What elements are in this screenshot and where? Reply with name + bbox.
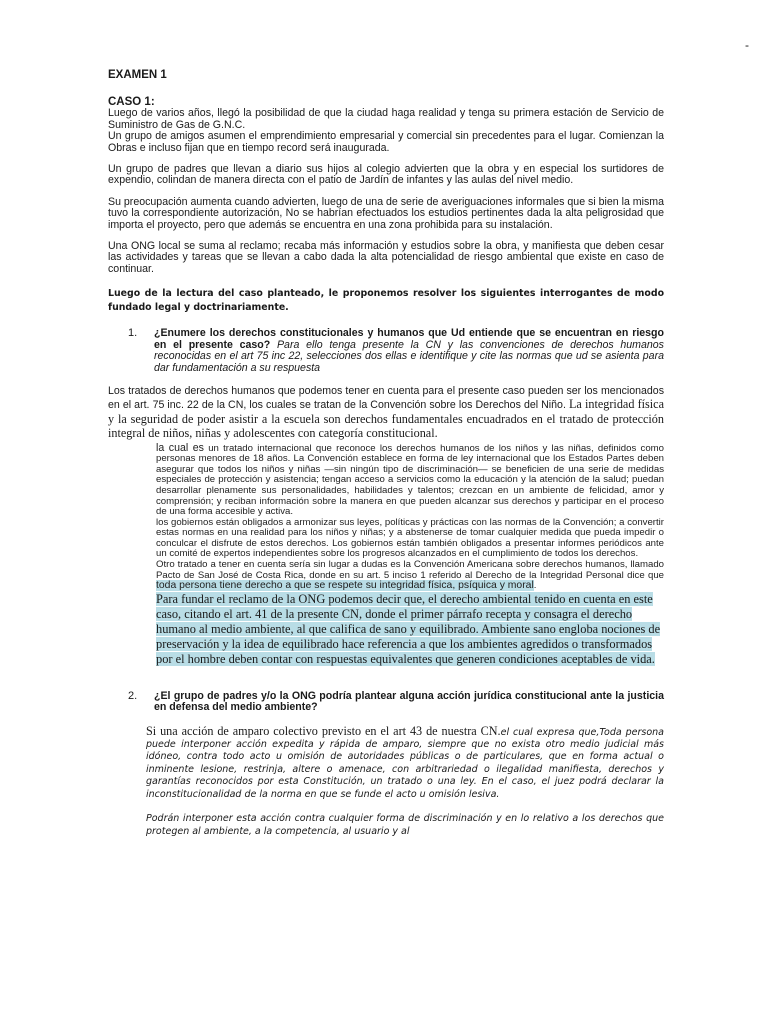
highlighted-integrity-quote: toda persona tiene derecho a que se respete su integridad física, psíquica y moral (156, 580, 534, 592)
answer-1-convention-block (156, 443, 664, 667)
answer-1-small-text: un tratado internacional que reconoce los derechos humanos de los niños y las niñas, definidos como personas menores de 18 años. La Convención establece en forma de ley internacional que los Estados Partes deben asegurar que todos los niños y niñas —sin ningún tipo de discriminación— se beneficien de una serie de medidas especiales de protección y asistencia; tengan acceso a servicios como la educación y la atención de la salud; puedan desarrollar plenamente sus personalidades, habilidades y talentos; crezcan en un ambiente de felicidad, amor y comprensión; y reciban información sobre la manera en que pueden alcanzar sus derechos y participar en el proceso de una forma accesible y activa. (156, 442, 664, 518)
answer-1-small-3-text: Otro tratado a tener en cuenta sería sin lugar a dudas es la Convención Americana sobre derechos humanos, llamado Pacto de San José de Costa Rica, donde en su art. 5 inciso 1 referido al Derecho de la Integridad Personal dice que (156, 559, 664, 581)
instructions (108, 287, 664, 314)
corner-mark: - (745, 38, 749, 52)
question-2-text: ¿El grupo de padres y/o la ONG podría plantear alguna acción jurídica constitucional ante la justicia en defensa del medio ambiente? (154, 689, 664, 714)
case-label: CASO 1: (108, 96, 155, 109)
answer-1-small-1 (156, 443, 664, 518)
highlighted-ong-argument: Para fundar el reclamo de la ONG podemos decir que, el derecho ambiental tenido en cuenta en este caso, citando el art. 41 de la presente CN, donde el primer párrafo recepta y consagra el derecho humano al medio ambiente, al que califica de sano y equilibrado. Ambiente sano engloba nociones de preservación y la idea de equilibrado hace referencia a que los ambientes agredidos o transformados por el hombre deben contar con respuestas equivalentes que generen condiciones aceptables de vida. (156, 591, 661, 666)
answer-2 (146, 724, 664, 838)
question-1 (108, 328, 664, 374)
answer-1-small-3: Otro tratado a tener en cuenta sería sin lugar a dudas es la Convención Americana sobre derechos humanos, llamado Pacto de San José de Costa Rica, donde en su art. 5 inciso 1 referido al Derecho de la Integridad Personal dice que toda persona tiene derecho a que se respete su integridad física, psíquica y moral. (156, 559, 664, 592)
question-2-number: 2. (128, 689, 138, 702)
exam-title: EXAMEN 1 (108, 69, 167, 81)
answer-1-small-lead: la cual es (156, 441, 204, 454)
question-1-bold: ¿Enumere los derechos constitucionales y humanos que Ud entiende que se encuentran en riesgo en el presente caso? (154, 327, 664, 351)
case-paragraph-4: Su preocupación aumenta cuando advierten, luego de una de serie de averiguaciones informales que si bien la misma tuvo la correspondiente autorización, No se habrían efectuados los estudios pertinentes dada la alta peligrosidad que importa el proyecto, pero que además se encuentra en una zona prohibida para su instalación. (108, 195, 664, 231)
case-paragraph-1: Luego de varios años, llegó la posibilidad de que la ciudad haga realidad y tenga su primera estación de Servicio de Suministro de Gas de G.N.C. (108, 107, 664, 131)
answer-2-paragraph-2: Podrán interponer esta acción contra cualquier forma de discriminación y en lo relativo a los derechos que protegen al ambiente, a la competencia, al usuario y al (146, 813, 664, 837)
case-paragraph-2: Un grupo de amigos asumen el emprendimiento empresarial y comercial sin precedentes para el lugar. Comienzan la Obras e incluso fijan que en tiempo record será inaugurada. (108, 130, 664, 154)
answer-1-serif: La integridad física y la seguridad de poder asistir a la escuela son derechos fundamentales encuadrados en el tratado de protección integral de niños, niñas y adolescentes con categoría constitucional. (108, 397, 664, 441)
answer-1-sans: Los tratados de derechos humanos que podemos tener en cuenta para el presente caso pueden ser los mencionados en el art. 75 inc. 22 de la CN, los cuales se tratan de la Convención sobre los Derechos del Niño. (108, 384, 664, 412)
instructions-bold: resolver los siguientes interrogantes de modo fundado legal y doctrinariamente. (108, 288, 665, 313)
answer-2-italic: el cual expresa que,Toda persona puede interponer acción expedita y rápida de amparo, siempre que no exista otro medio judicial más idóneo, contra todo acto u omisión de autoridades públicas o de particulares, que en forma actual o inminente lesione, restrinja, altere o amenace, con arbitrariedad o ilegalidad manifiesta, derechos y garantías reconocidos por esta Constitución, un tratado o una ley. En el caso, el juez podrá declarar la inconstitucionalidad de la norma en que se funde el acto u omisión lesiva. (146, 726, 664, 800)
answer-1-small-2: los gobiernos están obligados a armonizar sus leyes, políticas y prácticas con las normas de la Convención; a convertir estas normas en una realidad para los niños y niñas; y a abstenerse de tomar cualquier medida que pueda impedir o conculcar el disfrute de estos derechos. Los gobiernos están también obligados a presentar informes periódicos ante un comité de expertos independientes sobre los progresos alcanzados en el cumplimiento de todos los derechos. (156, 516, 664, 560)
answer-2-serif-lead: Si una acción de amparo colectivo previsto en el art 43 de nuestra CN. (146, 723, 501, 738)
document-content (108, 70, 664, 838)
question-1-italic: Para ello tenga presente la CN y las convenciones de derechos humanos reconocidas en el art 75 inc 22, selecciones dos ellas e identifique y cite las normas que ud se asienta para dar fundamentación a su respuesta (154, 338, 664, 374)
question-2 (108, 691, 664, 714)
answer-1-intro (108, 386, 664, 441)
instructions-plain: Luego de la lectura del caso planteado, le proponemos (108, 288, 414, 300)
case-paragraph-5: Una ONG local se suma al reclamo; recaba más información y estudios sobre la obra, y manifiesta que deben cesar las actividades y tareas que se llevan a cabo dada la alta potencialidad de riesgo ambiental que existe en caso de continuar. (108, 240, 664, 275)
answer-1-ong-argument (156, 592, 664, 667)
question-1-number: 1. (128, 327, 138, 340)
case-paragraph-3: Un grupo de padres que llevan a diario sus hijos al colegio advierten que la obra y en especial los surtidores de expendio, colindan de manera directa con el patio de Jardín de infantes y las aulas del nivel medio. (108, 163, 664, 187)
question-1-text (154, 328, 664, 374)
answer-2-paragraph-1 (146, 724, 664, 801)
